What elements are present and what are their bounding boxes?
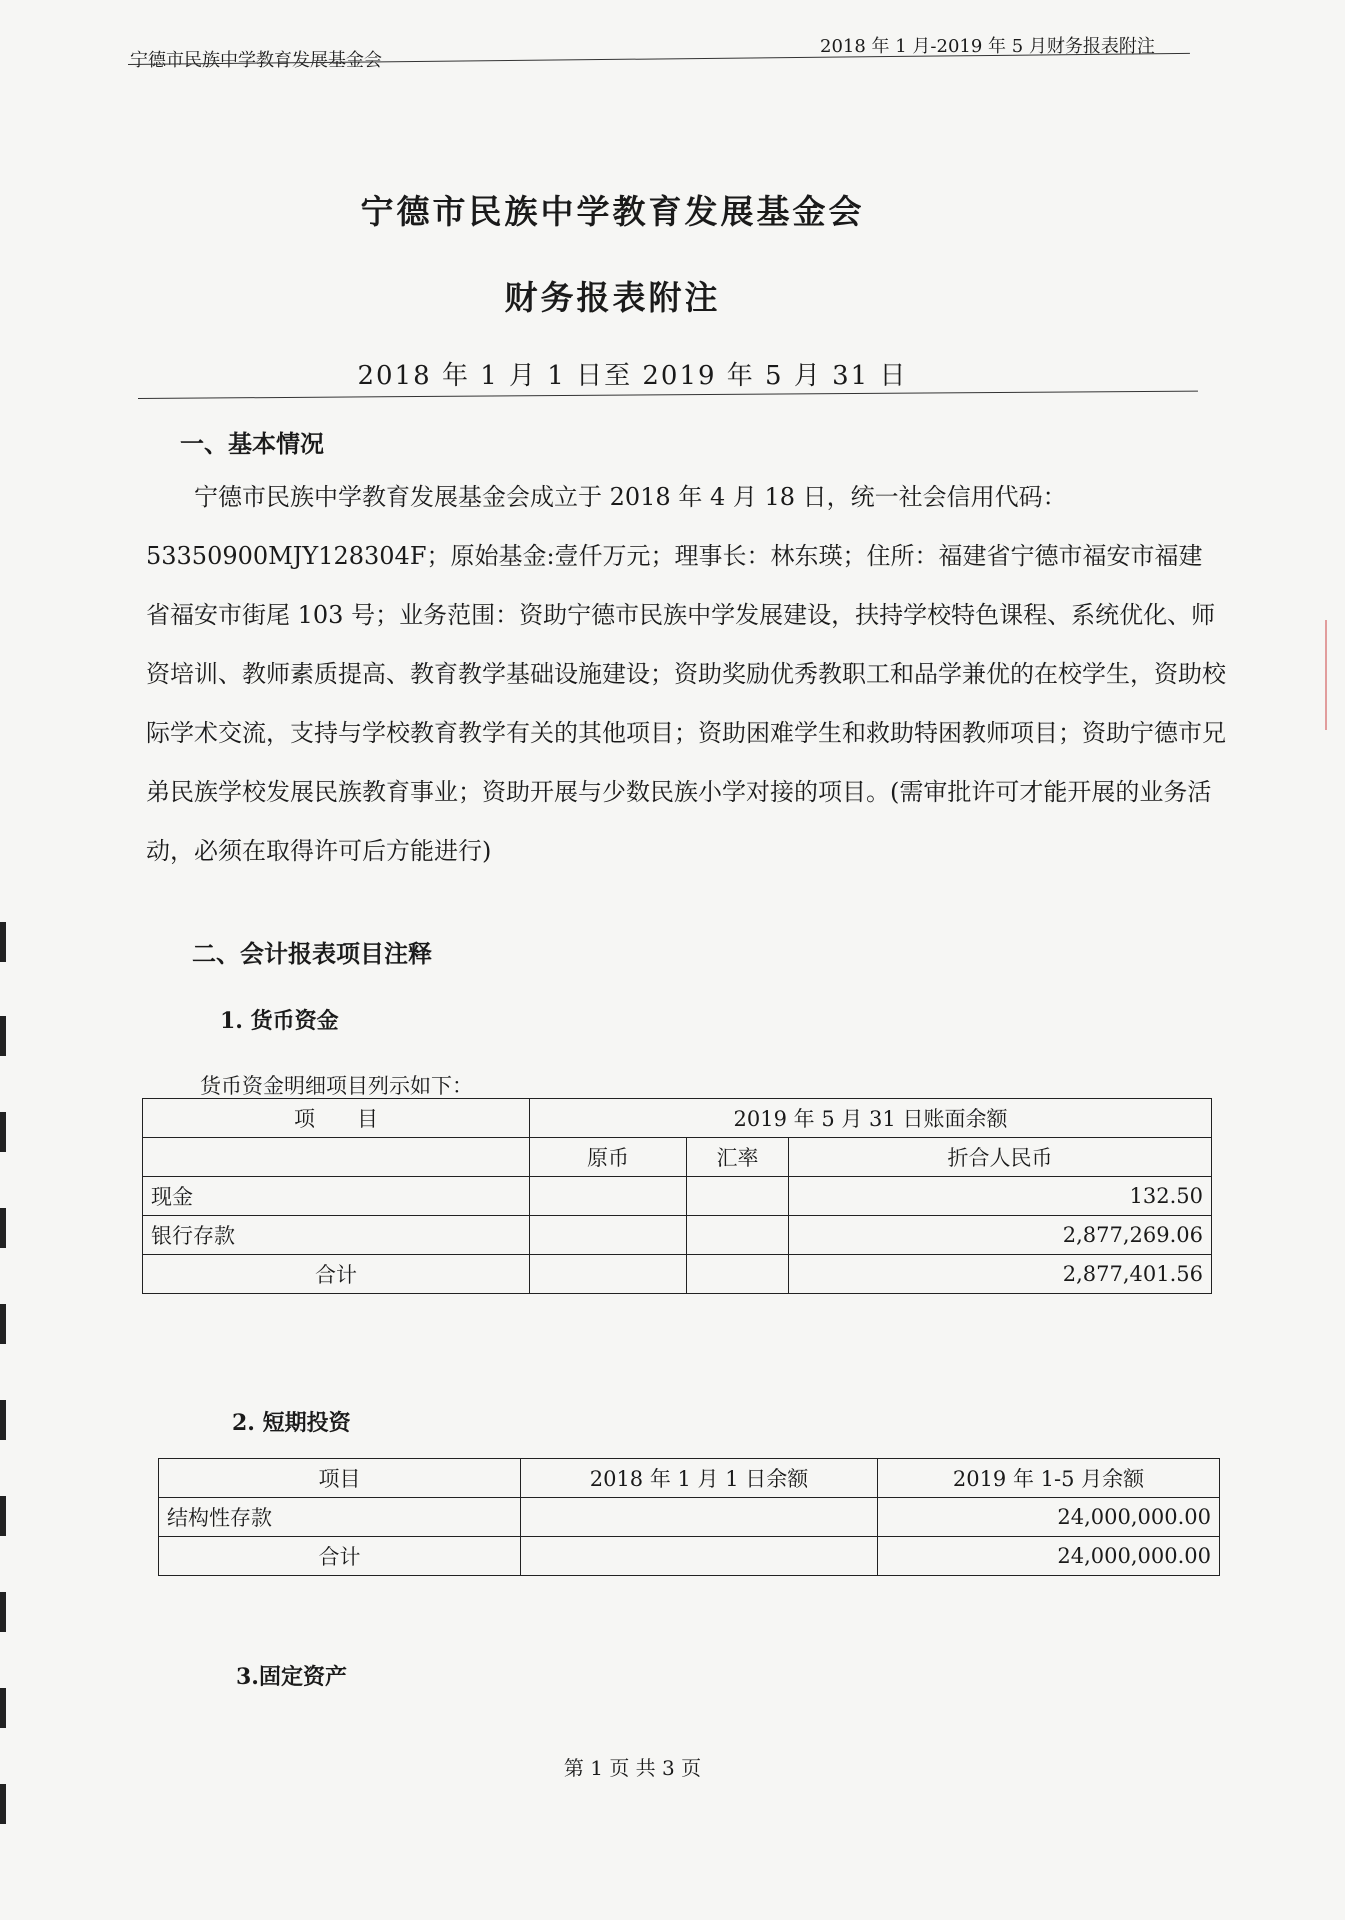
binding-mark	[0, 1784, 6, 1824]
report-period: 2018 年 1 月 1 日至 2019 年 5 月 31 日	[357, 361, 908, 391]
binding-mark	[0, 1496, 6, 1536]
cash-col-rate: 汇率	[687, 1138, 789, 1177]
binding-mark	[0, 1304, 6, 1344]
binding-mark	[0, 1112, 6, 1152]
seal-edge-mark	[1325, 620, 1343, 730]
investment-col-start: 2018 年 1 月 1 日余额	[521, 1459, 878, 1498]
section2-heading: 二、会计报表项目注释	[192, 939, 432, 968]
row-amount: 2,877,401.56	[789, 1255, 1212, 1294]
cash-header-date: 2019 年 5 月 31 日账面余额	[530, 1099, 1212, 1138]
binding-mark	[0, 1688, 6, 1728]
item2-heading: 2. 短期投资	[232, 1410, 351, 1436]
item3-heading: 3.固定资产	[236, 1664, 347, 1690]
investment-col-item: 项目	[159, 1459, 521, 1498]
section1-heading: 一、基本情况	[180, 429, 324, 458]
row-amount: 132.50	[789, 1177, 1212, 1216]
row-amount: 24,000,000.00	[878, 1537, 1220, 1576]
binding-mark	[0, 922, 6, 962]
document-title: 宁德市民族中学教育发展基金会	[360, 192, 865, 231]
table-row	[159, 1537, 1220, 1576]
section1-paragraph: 宁德市民族中学教育发展基金会成立于 2018 年 4 月 18 日，统一社会信用代码：53350900MJY128304F；原始基金:壹仟万元；理事长：林东瑛；住所：福建省宁德市福安市福建省福安市街尾 103 号；业务范围：资助宁德市民族中学发展建设，扶持学校特色课程、系统优化、师资培训、教师素质提高、教育教学基础设施建设；资助奖励优秀教职工和品学兼优的在校学生，资助校际学术交流，支持与学校教育教学有关的其他项目；资助困难学生和救助特困教师项目；资助宁德市兄弟民族学校发展民族教育事业；资助开展与少数民族小学对接的项目。(需审批许可才能开展的业务活动，必须在取得许可后方能进行)	[146, 483, 1226, 865]
binding-mark	[0, 1208, 6, 1248]
row-amount: 24,000,000.00	[878, 1498, 1220, 1537]
row-label: 银行存款	[143, 1216, 530, 1255]
cash-col-rmb: 折合人民币	[789, 1138, 1212, 1177]
cash-table	[142, 1098, 1212, 1294]
cash-header-item: 项 目	[143, 1099, 530, 1138]
table-row	[143, 1255, 1212, 1294]
row-label: 合计	[143, 1255, 530, 1294]
investment-table	[158, 1458, 1220, 1576]
binding-mark	[0, 1016, 6, 1056]
cash-col-original: 原币	[530, 1138, 687, 1177]
document-subtitle: 财务报表附注	[504, 278, 721, 317]
item1-heading: 1. 货币资金	[220, 1008, 339, 1034]
row-label: 结构性存款	[159, 1498, 521, 1537]
table-row	[143, 1216, 1212, 1255]
table-row	[143, 1177, 1212, 1216]
binding-mark	[0, 1400, 6, 1440]
binding-mark	[0, 1592, 6, 1632]
row-label: 合计	[159, 1537, 521, 1576]
row-amount: 2,877,269.06	[789, 1216, 1212, 1255]
table-row	[159, 1498, 1220, 1537]
row-label: 现金	[143, 1177, 530, 1216]
investment-col-end: 2019 年 1-5 月余额	[878, 1459, 1220, 1498]
running-header-left: 宁德市民族中学教育发展基金会	[130, 50, 382, 71]
running-header-right: 2018 年 1 月-2019 年 5 月财务报表附注	[820, 36, 1155, 57]
page-number: 第 1 页 共 3 页	[563, 1756, 702, 1780]
item1-intro: 货币资金明细项目列示如下：	[200, 1074, 473, 1098]
